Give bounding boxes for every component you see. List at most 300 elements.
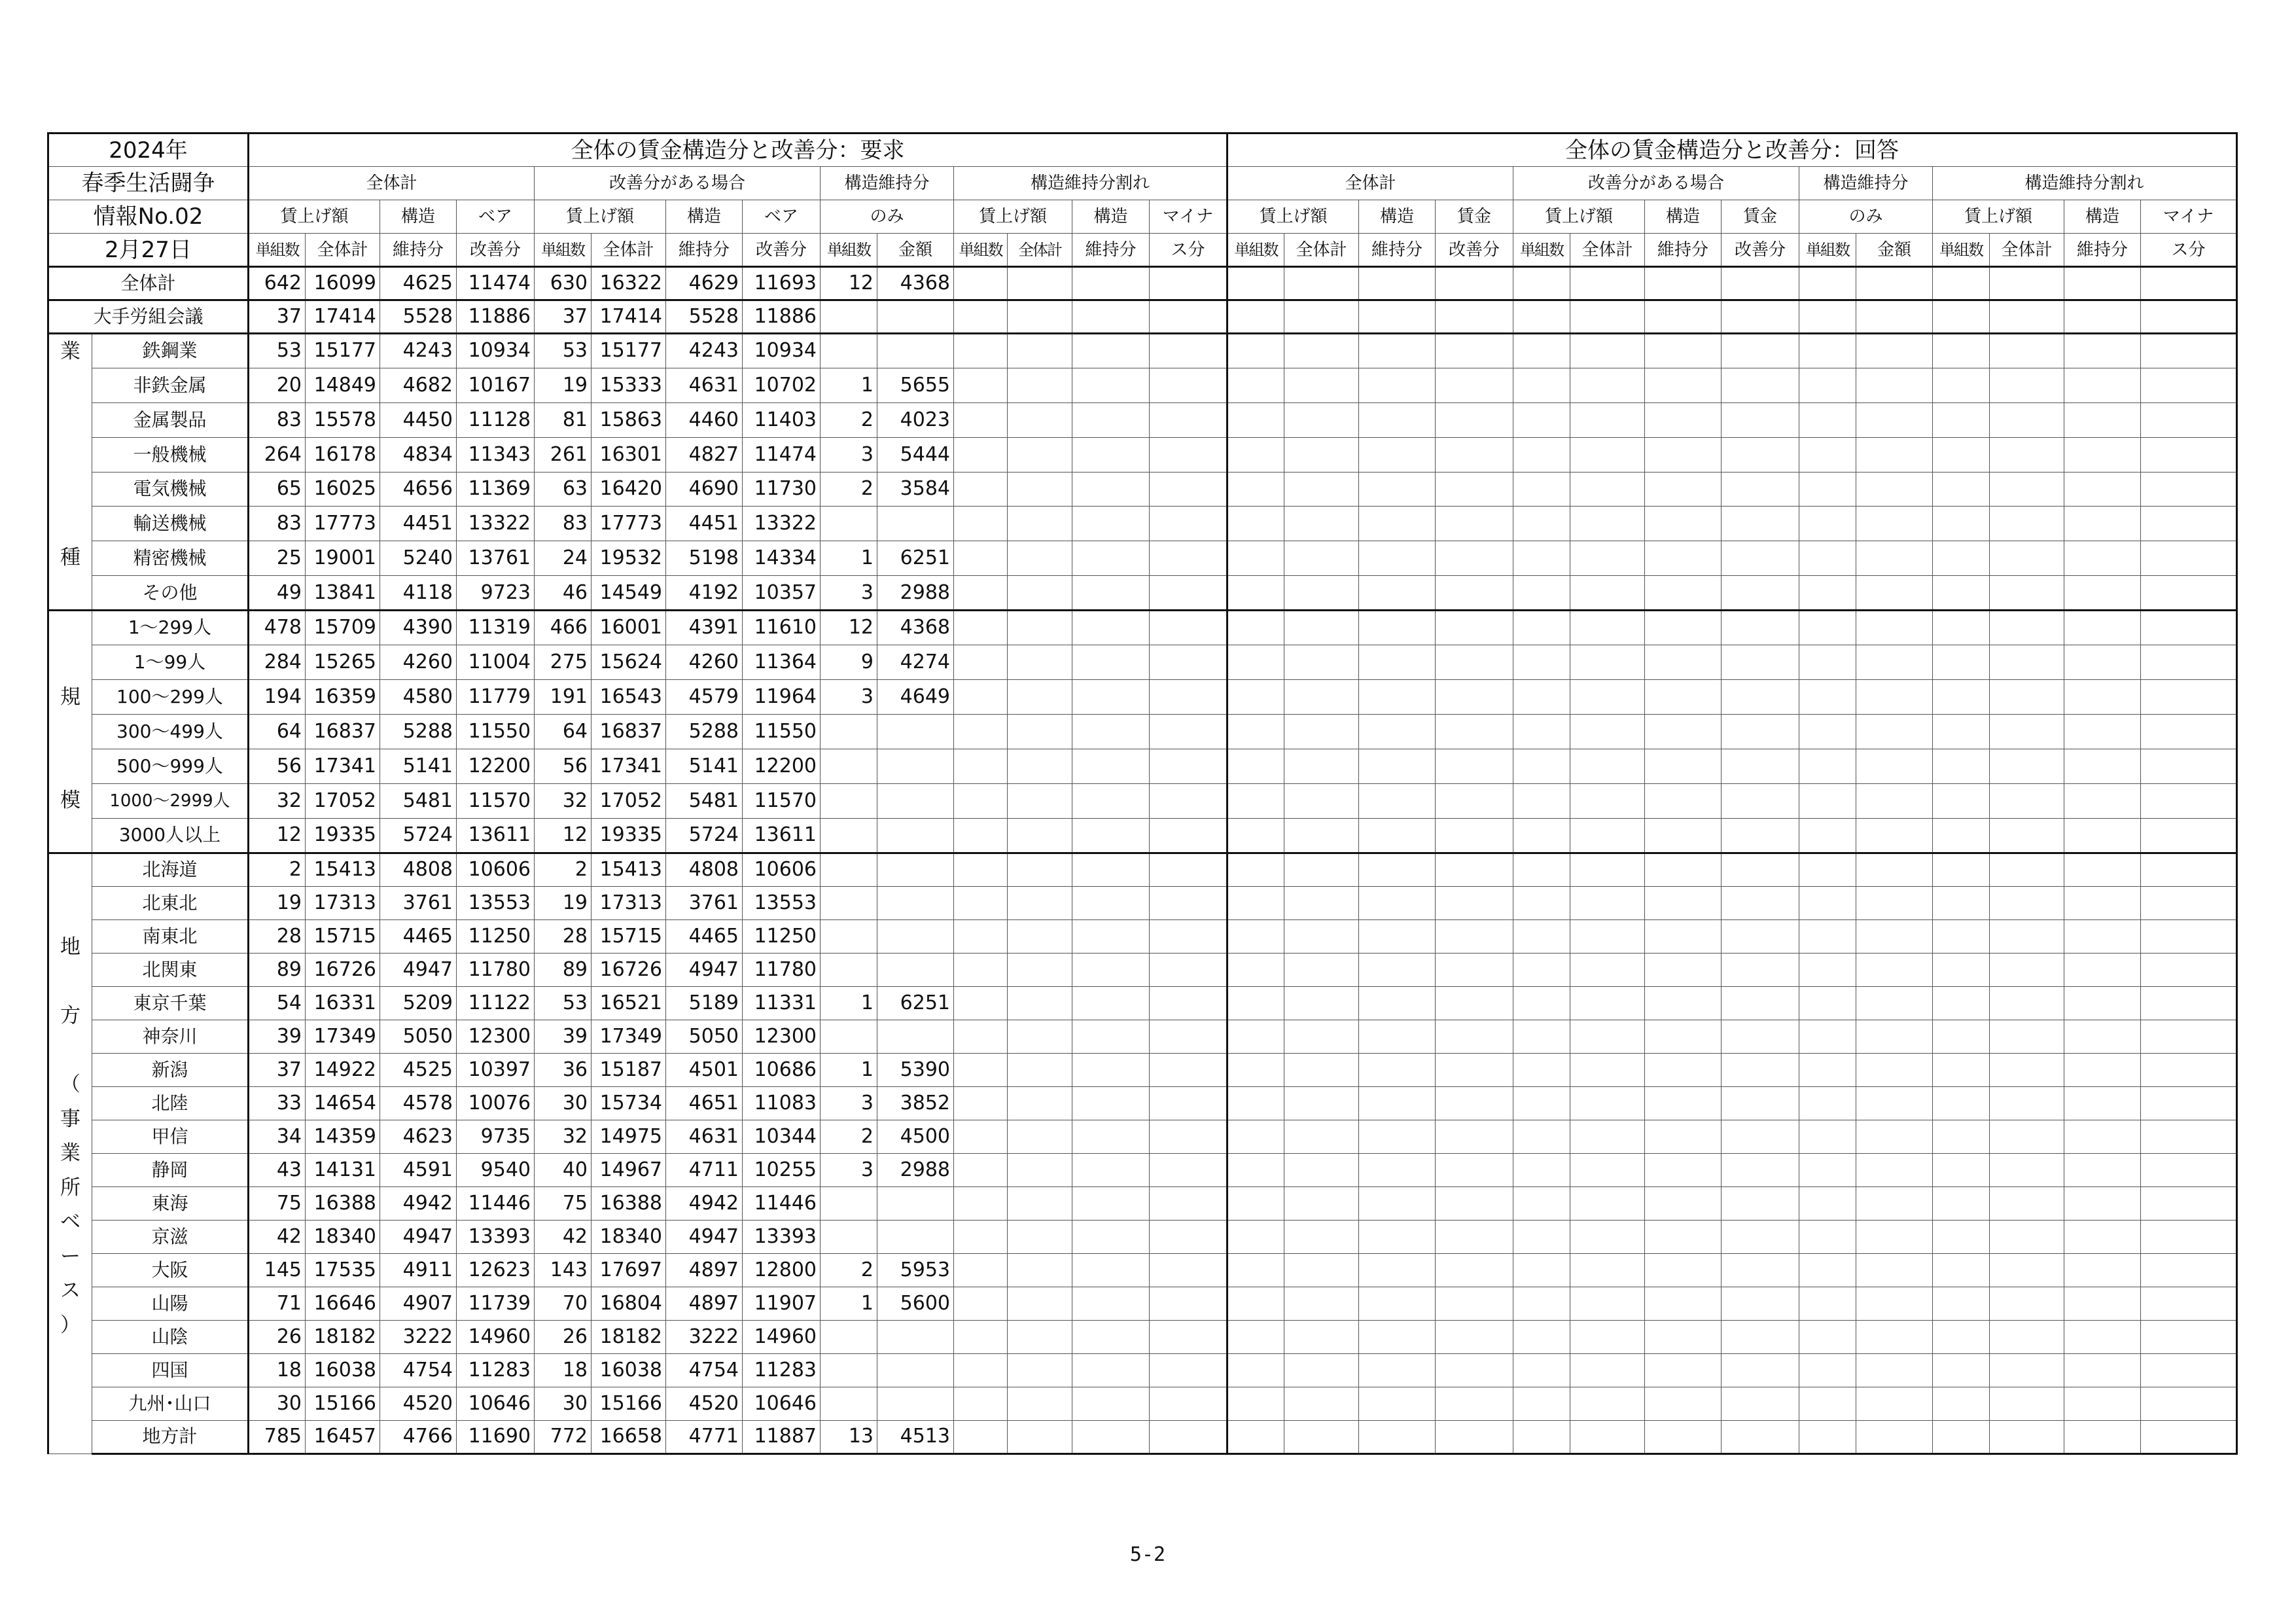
answer-cell [1284, 645, 1359, 679]
empty-cell [1150, 368, 1227, 402]
header-group-maintain: 構造維持分 [1799, 167, 1933, 200]
value-cell: 65 [249, 472, 306, 507]
value-cell: 17349 [306, 1020, 380, 1053]
answer-cell [2064, 611, 2141, 645]
answer-cell [1722, 818, 1799, 853]
answer-cell [1933, 437, 1990, 472]
value-cell: 4625 [380, 267, 457, 300]
answer-cell [1645, 783, 1722, 818]
empty-cell [1008, 749, 1072, 783]
table-row [48, 818, 2237, 853]
value-cell: 15413 [306, 853, 380, 886]
value-cell: 275 [535, 645, 592, 679]
answer-cell [1933, 402, 1990, 437]
answer-cell [1570, 1253, 1645, 1287]
answer-cell [2064, 1020, 2141, 1053]
header-unions: 単組数 [535, 234, 592, 267]
answer-cell [1990, 1053, 2064, 1086]
row-label: 金属製品 [92, 402, 249, 437]
empty-cell [1150, 1153, 1227, 1186]
value-cell: 772 [535, 1420, 592, 1454]
value-cell: 14960 [743, 1320, 821, 1353]
answer-cell [2064, 1220, 2141, 1253]
value-cell: 15715 [306, 919, 380, 953]
row-label: 静岡 [92, 1153, 249, 1186]
answer-cell [2141, 402, 2237, 437]
header-improve: 改善分 [743, 234, 821, 267]
value-cell: 18 [249, 1353, 306, 1387]
answer-cell [2141, 714, 2237, 749]
value-cell: 2 [535, 853, 592, 886]
empty-cell [1008, 507, 1072, 541]
table-row [48, 783, 2237, 818]
value-cell [877, 953, 954, 986]
answer-cell [1570, 1020, 1645, 1053]
value-cell: 3 [821, 1086, 877, 1120]
answer-cell [2064, 1053, 2141, 1086]
table-row [48, 402, 2237, 437]
section-label-char [49, 1377, 92, 1412]
answer-cell [1856, 334, 1933, 368]
table-row [48, 267, 2237, 300]
value-cell: 4947 [380, 953, 457, 986]
value-cell: 16099 [306, 267, 380, 300]
value-cell: 24 [535, 541, 592, 576]
header-group-total: 全体計 [1227, 167, 1513, 200]
answer-cell [1284, 1186, 1359, 1220]
answer-cell [1227, 611, 1284, 645]
answer-cell [1359, 1287, 1436, 1320]
answer-cell [1227, 1153, 1284, 1186]
answer-cell [1933, 853, 1990, 886]
value-cell: 5240 [380, 541, 457, 576]
empty-cell [1072, 334, 1150, 368]
answer-cell [1227, 1020, 1284, 1053]
value-cell: 13761 [457, 541, 535, 576]
answer-cell [1513, 645, 1570, 679]
answer-cell [1436, 267, 1513, 300]
value-cell: 5288 [666, 714, 743, 749]
answer-cell [1513, 576, 1570, 611]
answer-cell [1513, 1220, 1570, 1253]
info-campaign: 春季生活闘争 [48, 167, 249, 200]
answer-cell [1990, 541, 2064, 576]
header-kouzou: 構造 [1645, 200, 1722, 234]
value-cell: 49 [249, 576, 306, 611]
row-label: 全体計 [48, 267, 249, 300]
value-cell: 11907 [743, 1287, 821, 1320]
answer-cell [1284, 714, 1359, 749]
table-row [48, 300, 2237, 334]
header-kouzou: 構造 [1359, 200, 1436, 234]
answer-cell [1570, 1220, 1645, 1253]
value-cell: 16388 [306, 1186, 380, 1220]
answer-cell [1227, 1353, 1284, 1387]
empty-cell [954, 300, 1008, 334]
table-row [48, 886, 2237, 919]
value-cell: 12 [821, 611, 877, 645]
value-cell: 4942 [666, 1186, 743, 1220]
answer-cell [1436, 919, 1513, 953]
answer-cell [2064, 1287, 2141, 1320]
answer-cell [1933, 541, 1990, 576]
value-cell: 15187 [592, 1053, 666, 1086]
value-cell: 18 [535, 1353, 592, 1387]
value-cell: 37 [249, 1053, 306, 1086]
answer-cell [1359, 507, 1436, 541]
value-cell: 89 [249, 953, 306, 986]
answer-cell [1436, 818, 1513, 853]
answer-cell [1513, 1387, 1570, 1420]
row-label: 非鉄金属 [92, 368, 249, 402]
value-cell: 284 [249, 645, 306, 679]
value-cell: 4947 [666, 1220, 743, 1253]
empty-cell [1008, 1020, 1072, 1053]
value-cell: 19 [249, 886, 306, 919]
answer-cell [1436, 507, 1513, 541]
value-cell: 11730 [743, 472, 821, 507]
empty-cell [1008, 853, 1072, 886]
answer-cell [1436, 986, 1513, 1020]
answer-cell [1284, 611, 1359, 645]
value-cell: 12200 [457, 749, 535, 783]
value-cell: 11693 [743, 267, 821, 300]
value-cell: 3 [821, 679, 877, 714]
value-cell: 11474 [743, 437, 821, 472]
value-cell: 4623 [380, 1120, 457, 1153]
empty-cell [1072, 1220, 1150, 1253]
answer-cell [1284, 886, 1359, 919]
answer-cell [2064, 300, 2141, 334]
value-cell [877, 783, 954, 818]
answer-cell [1722, 300, 1799, 334]
empty-cell [1072, 1120, 1150, 1153]
answer-cell [1990, 818, 2064, 853]
value-cell: 13611 [457, 818, 535, 853]
answer-cell [1799, 645, 1856, 679]
answer-cell [1722, 1353, 1799, 1387]
header-maintain: 維持分 [666, 234, 743, 267]
answer-cell [1227, 679, 1284, 714]
value-cell: 5209 [380, 986, 457, 1020]
row-label: 300～499人 [92, 714, 249, 749]
section-label-char [49, 896, 92, 931]
value-cell: 11886 [743, 300, 821, 334]
answer-cell [1513, 267, 1570, 300]
answer-cell [1856, 1153, 1933, 1186]
value-cell: 15709 [306, 611, 380, 645]
value-cell: 12 [249, 818, 306, 853]
header-total: 全体計 [1990, 234, 2064, 267]
value-cell: 56 [249, 749, 306, 783]
empty-cell [1150, 886, 1227, 919]
answer-cell [1645, 472, 1722, 507]
answer-cell [1645, 853, 1722, 886]
value-cell: 75 [249, 1186, 306, 1220]
answer-cell [1799, 783, 1856, 818]
answer-cell [1799, 541, 1856, 576]
empty-cell [1072, 853, 1150, 886]
header-maintain: 維持分 [380, 234, 457, 267]
answer-cell [1799, 1120, 1856, 1153]
answer-cell [1856, 576, 1933, 611]
answer-cell [1359, 611, 1436, 645]
answer-cell [1284, 300, 1359, 334]
empty-cell [1072, 1420, 1150, 1454]
empty-cell [1150, 1120, 1227, 1153]
empty-cell [1008, 783, 1072, 818]
empty-cell [1008, 334, 1072, 368]
answer-cell [1856, 1020, 1933, 1053]
empty-cell [1008, 818, 1072, 853]
answer-cell [1856, 749, 1933, 783]
table-row [48, 1086, 2237, 1120]
answer-cell [1570, 953, 1645, 986]
answer-cell [1799, 507, 1856, 541]
section-label-char [49, 1342, 92, 1377]
value-cell: 2 [249, 853, 306, 886]
empty-cell [1072, 645, 1150, 679]
value-cell: 19 [535, 886, 592, 919]
answer-cell [1436, 1086, 1513, 1120]
value-cell: 11474 [457, 267, 535, 300]
answer-cell [2064, 1387, 2141, 1420]
value-cell: 11004 [457, 645, 535, 679]
answer-cell [2064, 541, 2141, 576]
empty-cell [1072, 611, 1150, 645]
value-cell: 19335 [592, 818, 666, 853]
answer-cell [1645, 541, 1722, 576]
empty-cell [1150, 783, 1227, 818]
answer-cell [2141, 300, 2237, 334]
value-cell: 37 [249, 300, 306, 334]
value-cell: 15413 [592, 853, 666, 886]
answer-cell [2141, 576, 2237, 611]
header-maintain-only: のみ [1799, 200, 1933, 234]
header-chingin: 賃金 [1436, 200, 1513, 234]
value-cell: 28 [535, 919, 592, 953]
value-cell: 11550 [457, 714, 535, 749]
value-cell: 17341 [306, 749, 380, 783]
value-cell: 5600 [877, 1287, 954, 1320]
section-label-char [49, 749, 92, 783]
value-cell: 10646 [457, 1387, 535, 1420]
header-improve: 改善分 [457, 234, 535, 267]
empty-cell [954, 886, 1008, 919]
answer-cell [1436, 300, 1513, 334]
answer-cell [1933, 472, 1990, 507]
value-cell [821, 1220, 877, 1253]
answer-cell [1645, 1253, 1722, 1287]
header-kouzou: 構造 [666, 200, 743, 234]
empty-cell [1150, 1020, 1227, 1053]
answer-cell [1933, 1020, 1990, 1053]
empty-cell [1072, 1053, 1150, 1086]
value-cell: 13322 [457, 507, 535, 541]
value-cell: 12200 [743, 749, 821, 783]
value-cell: 13393 [743, 1220, 821, 1253]
table-row [48, 1120, 2237, 1153]
answer-cell [1799, 334, 1856, 368]
answer-cell [1799, 576, 1856, 611]
answer-cell [1513, 1020, 1570, 1053]
answer-cell [1284, 1020, 1359, 1053]
header-unions: 単組数 [1513, 234, 1570, 267]
header-total: 全体計 [306, 234, 380, 267]
empty-cell [1072, 437, 1150, 472]
value-cell: 4690 [666, 472, 743, 507]
table-row [48, 1153, 2237, 1186]
answer-cell [1513, 300, 1570, 334]
answer-cell [1284, 1287, 1359, 1320]
value-cell [821, 714, 877, 749]
answer-cell [1284, 853, 1359, 886]
answer-cell [1645, 437, 1722, 472]
value-cell: 28 [249, 919, 306, 953]
info-date: 2月27日 [48, 234, 249, 267]
value-cell: 11369 [457, 472, 535, 507]
value-cell: 16804 [592, 1287, 666, 1320]
empty-cell [954, 853, 1008, 886]
answer-cell [1856, 1353, 1933, 1387]
answer-cell [2141, 818, 2237, 853]
answer-cell [1227, 853, 1284, 886]
value-cell: 16658 [592, 1420, 666, 1454]
answer-cell [1856, 1220, 1933, 1253]
value-cell: 11690 [457, 1420, 535, 1454]
value-cell: 10344 [743, 1120, 821, 1153]
answer-cell [1570, 402, 1645, 437]
answer-cell [1856, 886, 1933, 919]
answer-cell [1359, 1387, 1436, 1420]
answer-cell [1722, 334, 1799, 368]
value-cell: 4754 [666, 1353, 743, 1387]
answer-cell [1856, 1053, 1933, 1086]
section-label-char: 事 [60, 1107, 80, 1131]
value-cell: 785 [249, 1420, 306, 1454]
answer-cell [1933, 818, 1990, 853]
answer-cell [1227, 919, 1284, 953]
answer-cell [1570, 714, 1645, 749]
empty-cell [1150, 953, 1227, 986]
answer-cell [1856, 1120, 1933, 1153]
answer-cell [1227, 645, 1284, 679]
value-cell: 30 [535, 1086, 592, 1120]
answer-cell [1570, 267, 1645, 300]
answer-cell [1645, 300, 1722, 334]
value-cell: 4451 [380, 507, 457, 541]
answer-cell [1513, 1287, 1570, 1320]
table-row [48, 986, 2237, 1020]
empty-cell [954, 679, 1008, 714]
value-cell: 30 [249, 1387, 306, 1420]
answer-cell [1359, 1120, 1436, 1153]
value-cell: 4465 [666, 919, 743, 953]
answer-cell [1436, 1287, 1513, 1320]
value-cell [821, 1387, 877, 1420]
answer-cell [2141, 783, 2237, 818]
value-cell: 9540 [457, 1153, 535, 1186]
empty-cell [1150, 1353, 1227, 1387]
value-cell: 56 [535, 749, 592, 783]
answer-cell [2141, 437, 2237, 472]
value-cell: 10686 [743, 1053, 821, 1086]
answer-cell [1722, 1387, 1799, 1420]
table-row [48, 1253, 2237, 1287]
empty-cell [1008, 645, 1072, 679]
empty-cell [1072, 472, 1150, 507]
value-cell: 4520 [380, 1387, 457, 1420]
header-unions: 単組数 [821, 234, 877, 267]
value-cell: 13841 [306, 576, 380, 611]
empty-cell [1150, 300, 1227, 334]
value-cell: 191 [535, 679, 592, 714]
answer-cell [1570, 679, 1645, 714]
table-row [48, 472, 2237, 507]
row-label: 大手労組会議 [48, 300, 249, 334]
answer-cell [1359, 402, 1436, 437]
answer-cell [1990, 1220, 2064, 1253]
answer-cell [1933, 1186, 1990, 1220]
answer-cell [1645, 1053, 1722, 1086]
answer-cell [1799, 1053, 1856, 1086]
table-row [48, 1020, 2237, 1053]
empty-cell [1072, 919, 1150, 953]
answer-cell [1933, 1253, 1990, 1287]
answer-cell [1284, 437, 1359, 472]
empty-cell [954, 576, 1008, 611]
value-cell: 4834 [380, 437, 457, 472]
value-cell: 14654 [306, 1086, 380, 1120]
empty-cell [1072, 986, 1150, 1020]
answer-cell [2064, 1253, 2141, 1287]
answer-cell [1933, 1353, 1990, 1387]
answer-cell [1933, 783, 1990, 818]
section-label [48, 853, 92, 1454]
answer-cell [1284, 953, 1359, 986]
value-cell: 10606 [743, 853, 821, 886]
header-minus: マイナ [1150, 200, 1227, 234]
value-cell: 11331 [743, 986, 821, 1020]
header-wage-up: 賃上げ額 [954, 200, 1072, 234]
empty-cell [1008, 919, 1072, 953]
table-row [48, 368, 2237, 402]
value-cell: 11446 [743, 1186, 821, 1220]
empty-cell [1150, 1387, 1227, 1420]
answer-title: 全体の賃金構造分と改善分：回答 [1227, 134, 2237, 167]
table-row [48, 1420, 2237, 1454]
answer-cell [1436, 1153, 1513, 1186]
empty-cell [1008, 679, 1072, 714]
answer-cell [2141, 1420, 2237, 1454]
value-cell: 16178 [306, 437, 380, 472]
empty-cell [954, 714, 1008, 749]
answer-cell [1570, 1353, 1645, 1387]
answer-cell [1513, 1086, 1570, 1120]
value-cell: 4754 [380, 1353, 457, 1387]
empty-cell [1072, 714, 1150, 749]
value-cell: 36 [535, 1053, 592, 1086]
answer-cell [1284, 334, 1359, 368]
value-cell: 16646 [306, 1287, 380, 1320]
value-cell: 4450 [380, 402, 457, 437]
header-chingin: 賃金 [1722, 200, 1799, 234]
row-label: 四国 [92, 1353, 249, 1387]
empty-cell [1072, 1253, 1150, 1287]
answer-cell [1359, 334, 1436, 368]
table-row [48, 507, 2237, 541]
answer-cell [1990, 437, 2064, 472]
